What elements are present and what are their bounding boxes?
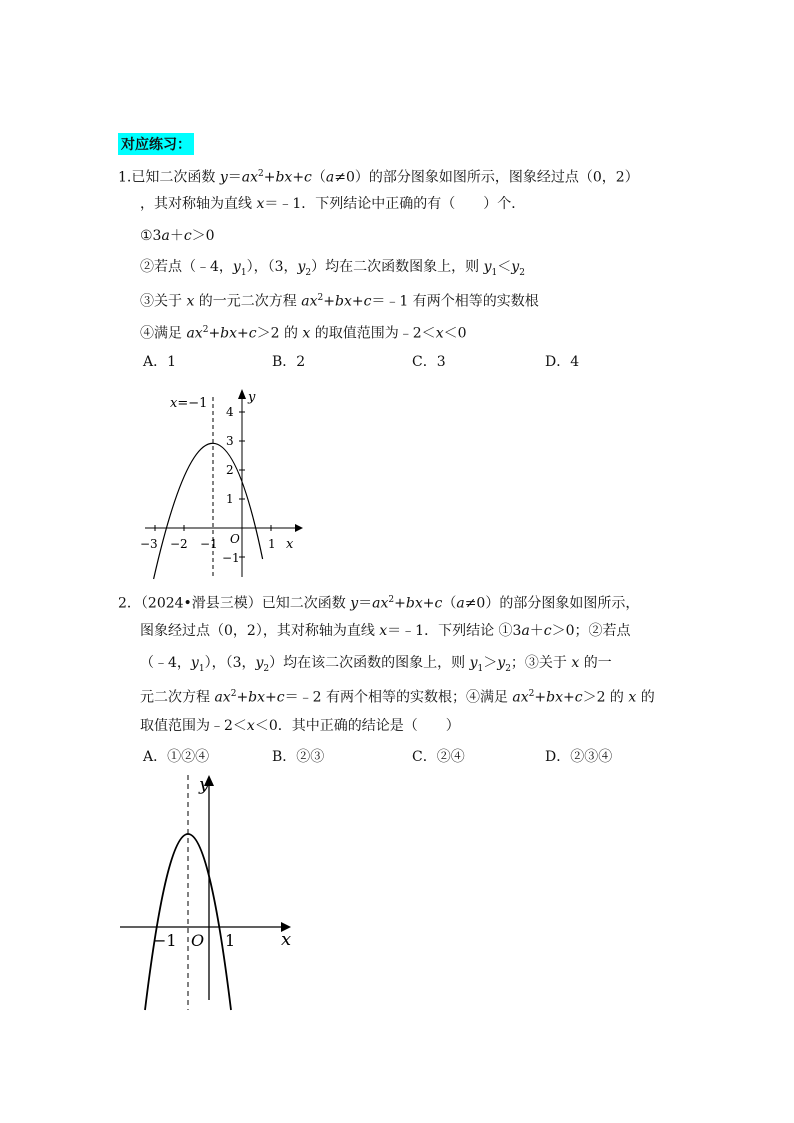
q2-line-1: 2．（2024•滑县三模）已知二次函数 $y=ax^2+bx+c(a\ne 0)$的部分图象如图所示， (118, 595, 640, 612)
q2-line-3: （﹣4，$y_1$），（3，$y_2$）均在该二次函数的图象上，则 $y_1>y_2$；③关于 x 的一 (140, 655, 612, 674)
section-heading: 对应练习： (118, 133, 194, 155)
q1-line-1: 1.已知二次函数 $y=ax^2+bx+c(a\ne 0)$的部分图象如图所示，图象经过点（0，2） (118, 169, 639, 186)
q1-parabola (154, 443, 263, 579)
q1-option-a[interactable]: A．1 (143, 354, 177, 370)
q1-y-label: y (248, 390, 256, 405)
q1-option-d[interactable]: D．4 (545, 354, 580, 370)
q1-line-2: ，其对称轴为直线 x＝﹣1．下列结论中正确的有（ ）个． (140, 196, 526, 212)
q1-statement-3: ③关于 x 的一元二次方程 $ax^2+bx+c=﹣1$ 有两个相等的实数根 (140, 293, 539, 310)
q2-origin-label: O (191, 931, 205, 950)
q2-xtick-1: 1 (225, 931, 236, 950)
q1-ytick-neg1: −1 (222, 551, 240, 565)
q2-option-d[interactable]: D．②③④ (545, 749, 613, 765)
q1-xtick-neg1: −1 (200, 537, 218, 551)
q1-option-c[interactable]: C．3 (412, 354, 446, 370)
q1-statement-4: ④满足 $ax^2+bx+c>2$ 的 x 的取值范围为﹣2＜x＜0 (140, 325, 467, 342)
q1-option-b[interactable]: B．2 (272, 354, 306, 370)
q2-x-label: x (281, 929, 292, 950)
q1-ytick-2: 2 (226, 463, 234, 477)
q1-x-label: x (286, 537, 294, 552)
q2-graph (115, 770, 305, 1015)
q1-statement-2: ②若点（﹣4，$y_1$），（3，$y_2$）均在二次函数图象上，则 $y_1<y_2$ (140, 259, 525, 278)
q2-xtick-neg1: −1 (153, 931, 177, 950)
q2-option-c[interactable]: C．②④ (412, 749, 465, 765)
q2-line-5: 取值范围为﹣2＜x＜0．其中正确的结论是（ ） (140, 718, 460, 734)
q2-line-2: 图象经过点（0，2），其对称轴为直线 x＝﹣1．下列结论 ①3a＋c＞0；②若点 (140, 623, 631, 639)
q2-option-a[interactable]: A．①②④ (143, 749, 210, 765)
q1-origin-label: O (230, 532, 240, 546)
q1-xtick-neg3: −3 (140, 537, 158, 551)
q1-x-arrow (295, 524, 303, 532)
q1-ytick-4: 4 (226, 405, 234, 419)
q1-graph (140, 385, 310, 585)
q2-option-b[interactable]: B．②③ (272, 749, 325, 765)
q1-ytick-1: 1 (226, 492, 234, 506)
q1-statement-1: ①3a＋c＞0 (140, 228, 215, 244)
q2-y-label: y (199, 774, 210, 795)
q1-y-arrow (238, 389, 246, 399)
q1-sym-label: x=−1 (170, 396, 208, 411)
q1-xtick-1: 1 (268, 537, 276, 551)
q2-line-4: 元二次方程 $ax^2+bx+c=﹣2$ 有两个相等的实数根；④满足 $ax^2+bx+c>2$ 的 x 的 (140, 689, 655, 706)
q1-ytick-3: 3 (226, 434, 234, 448)
q1-xtick-neg2: −2 (170, 537, 188, 551)
